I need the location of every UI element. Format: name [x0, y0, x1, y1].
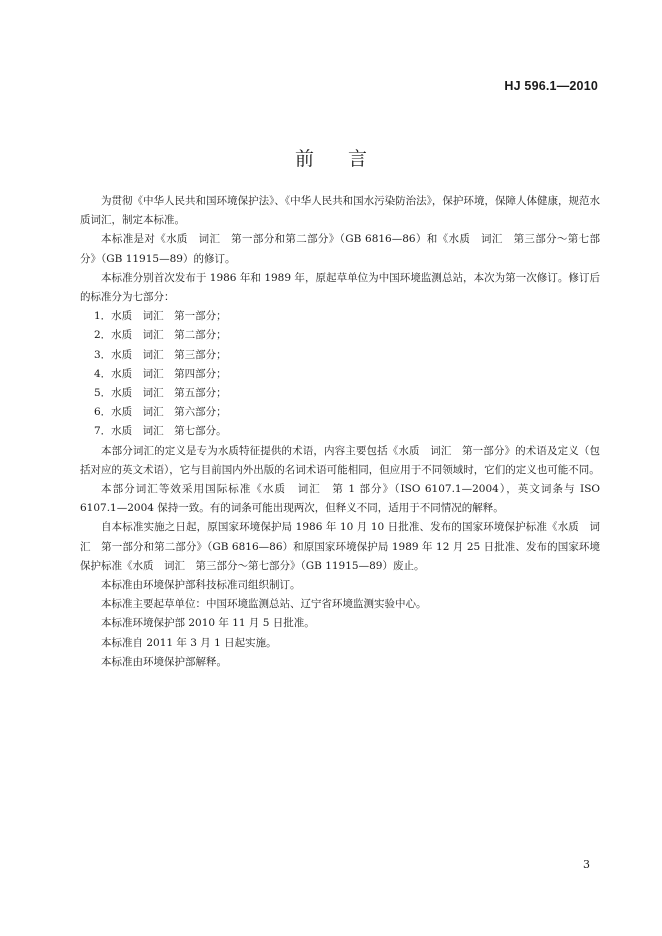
paragraph-interpretation: 本标准由环境保护部解释。: [101, 655, 227, 668]
list-item: 5．水质 词汇 第五部分；: [94, 387, 227, 400]
paragraph-effective-date: 本标准自 2011 年 3 月 1 日起实施。: [101, 636, 277, 649]
page-title: 前言: [294, 148, 401, 170]
paragraph-revision: 本标准是对《水质 词汇 第一部分和第二部分》（GB 6816—86）和《水质 词汇 第三部分～第七部分》（GB 11915—89）的修订。: [80, 233, 600, 265]
paragraph-history: 本标准分别首次发布于 1986 年和 1989 年，原起草单位为中国环境监测总站，本次为第一次修订。修订后的标准分为七部分：: [80, 271, 600, 304]
standard-code: HJ 596.1—2010: [504, 79, 598, 93]
paragraph-iso-equivalence: 本部分词汇等效采用国际标准《水质 词汇 第 1 部分》（ISO 6107.1—2004），英文词条与 ISO 6107.1—2004 保持一致。有的词条可能出现两次，但释义不同，适用于不同情况的解释。: [80, 483, 600, 515]
paragraph-approval: 本标准环境保护部 2010 年 11 月 5 日批准。: [101, 617, 315, 630]
list-item: 1．水质 词汇 第一部分；: [94, 310, 227, 323]
paragraph-organizer: 本标准由环境保护部科技标准司组织制订。: [101, 579, 301, 592]
paragraph-purpose: 为贯彻《中华人民共和国环境保护法》、《中华人民共和国水污染防治法》，保护环境，保障人体健康，规范水质词汇，制定本标准。: [80, 195, 600, 227]
list-item: 3．水质 词汇 第三部分；: [94, 348, 227, 361]
foreword-body: [80, 192, 600, 672]
list-item: 4．水质 词汇 第四部分；: [94, 367, 227, 380]
list-item: 6．水质 词汇 第六部分；: [94, 406, 227, 419]
paragraph-drafters: 本标准主要起草单位：中国环境监测总站、辽宁省环境监测实验中心。: [101, 598, 427, 611]
list-item: 2．水质 词汇 第二部分；: [94, 329, 227, 342]
list-item: 7．水质 词汇 第七部分。: [94, 425, 227, 438]
paragraph-repeal: 自本标准实施之日起，原国家环境保护局 1986 年 10 月 10 日批准、发布的国家环境保护标准《水质 词汇 第一部分和第二部分》（GB 6816—86）和原国家环境保护局 1989 年 12 月 25 日批准、发布的国家环境保护标准《水质 词汇 第三部分～第七部分》（GB 11915—89）废止。: [80, 521, 600, 572]
page-number: 3: [583, 858, 590, 871]
paragraph-definitions: 本部分词汇的定义是专为水质特征提供的术语，内容主要包括《水质 词汇 第一部分》的术语及定义（包括对应的英文术语），它与目前国内外出版的名词术语可能相同，但应用于不同领域时，它们的定义也可能不同。: [80, 444, 600, 476]
